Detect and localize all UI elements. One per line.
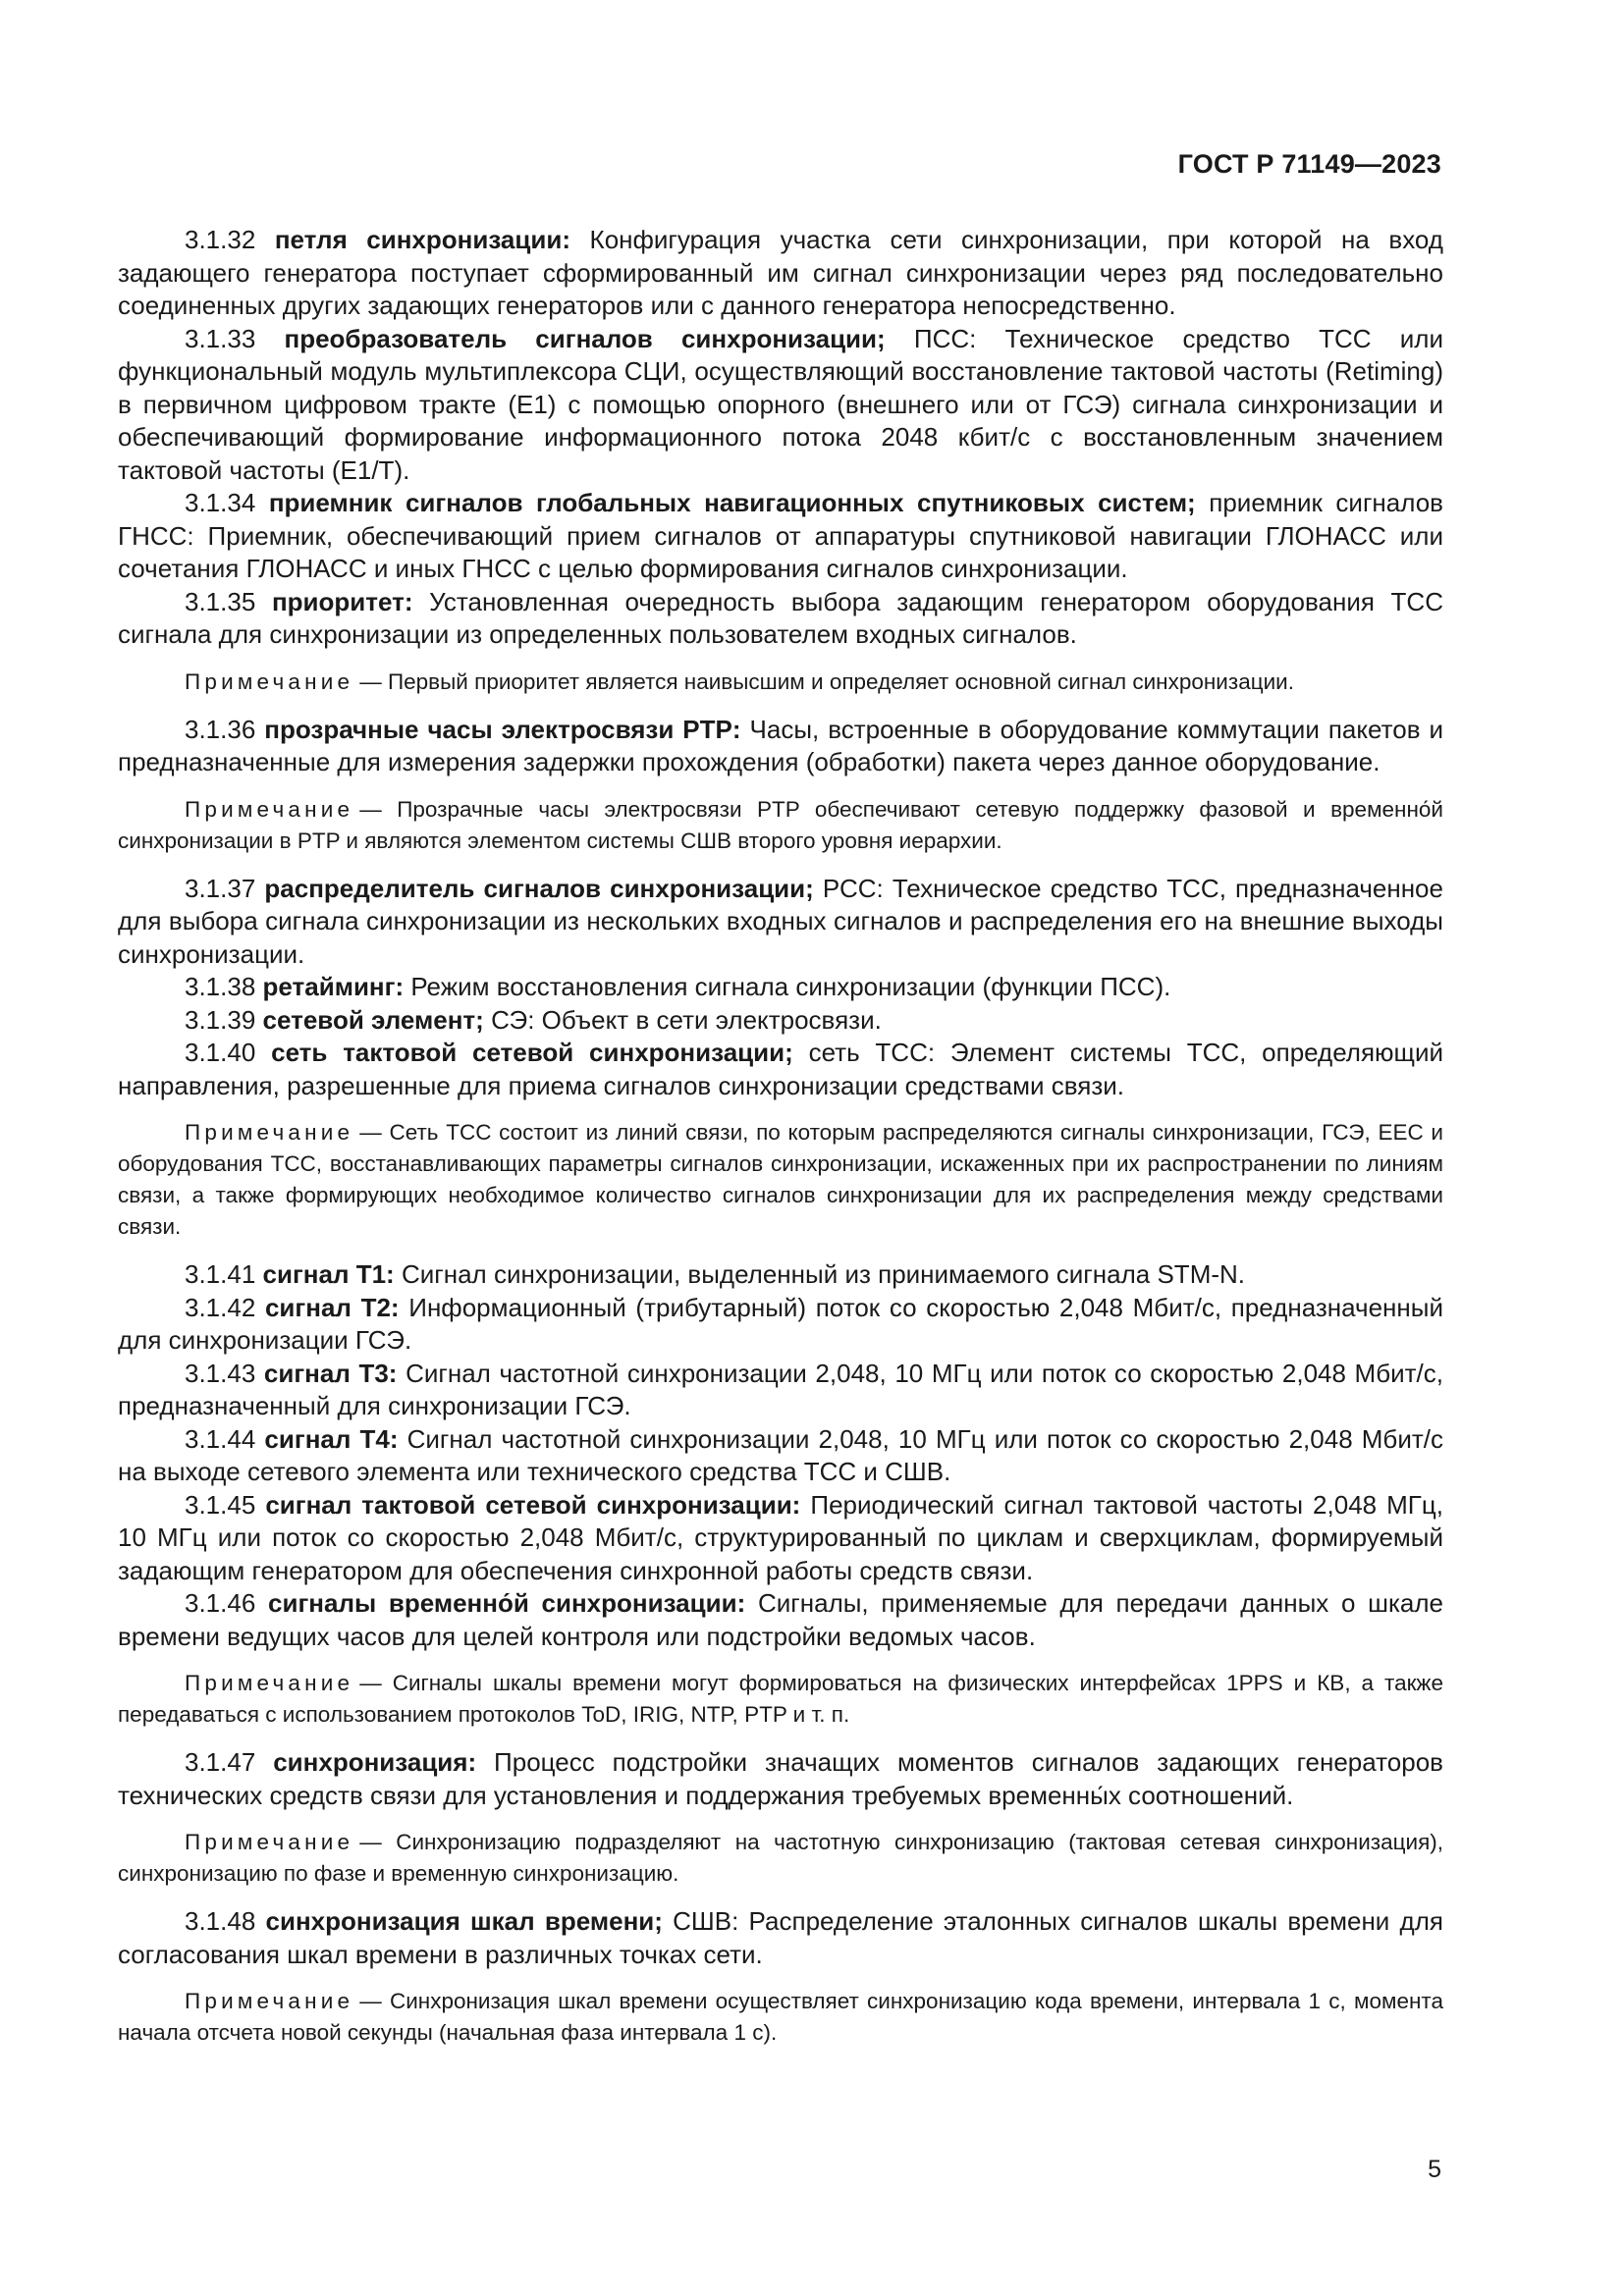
term-number: 3.1.35: [185, 586, 256, 616]
note: [118, 1668, 1443, 1731]
term-text: Режим восстановления сигнала синхронизации (функции ПСС).: [410, 972, 1171, 1001]
term-definition: [118, 323, 1443, 488]
term-text: Сигнал частотной синхронизации 2,048, 10 МГц или поток со скоростью 2,048 Мбит/с, предназначенный для синхронизации ГСЭ.: [118, 1358, 1443, 1420]
term-text: Часы, встроенные в оборудование коммутации пакетов и предназначенные для измерения задержки прохождения (обработки) пакета через данное оборудование.: [118, 714, 1444, 776]
term-name: приоритет:: [271, 586, 413, 616]
term-text: Сигналы, применяемые для передачи данных о шкале времени ведущих часов для целей контроля или подстройки ведомых часов.: [118, 1588, 1444, 1651]
term-number: 3.1.45: [185, 1489, 256, 1520]
term-definition: [118, 1905, 1443, 1971]
term-number: 3.1.40: [185, 1038, 256, 1067]
term-definition: [118, 1746, 1443, 1812]
term-number: 3.1.39: [185, 1004, 256, 1035]
note: [118, 1117, 1443, 1243]
term-definition: [118, 1292, 1443, 1358]
term-definition: [118, 1489, 1443, 1588]
note-label: Примечание: [185, 1830, 354, 1854]
note-label: Примечание: [185, 668, 354, 694]
term-number: 3.1.48: [185, 1906, 256, 1936]
note: [118, 667, 1443, 698]
term-text: Информационный (трибутарный) поток со скоростью 2,048 Мбит/с, предназначенный для синхронизации ГСЭ.: [118, 1292, 1443, 1355]
term-name: сигнал Т3:: [263, 1358, 398, 1388]
term-text: Сигнал синхронизации, выделенный из принимаемого сигнала STM-N.: [401, 1259, 1246, 1289]
term-text: Установленная очередность выбора задающим генератором оборудования ТСС сигнала для синхронизации из определенных пользователем входных сигналов.: [118, 586, 1443, 649]
note-label: Примечание: [185, 1671, 354, 1695]
term-name: приемник сигналов глобальных навигационных спутниковых систем;: [268, 488, 1196, 517]
term-number: 3.1.43: [185, 1358, 256, 1388]
term-definition: [118, 1358, 1443, 1423]
term-name: сигнал Т4:: [264, 1423, 399, 1454]
term-text: Конфигурация участка сети синхронизации, при которой на вход задающего генератора поступает сформированный им сигнал синхронизации через ряд последовательно соединенных других задающих генераторов или с данного генератора непосредственно.: [118, 225, 1443, 320]
term-definition: [118, 971, 1443, 1004]
term-definition: [118, 1037, 1443, 1102]
term-definition: [118, 1004, 1443, 1038]
standard-designation: ГОСТ Р 71149—2023: [1177, 149, 1441, 179]
terms-and-definitions: [118, 224, 1443, 2064]
term-number: 3.1.34: [185, 488, 256, 517]
term-number: 3.1.41: [185, 1259, 256, 1289]
term-name: прозрачные часы электросвязи PTP:: [264, 714, 741, 744]
note: [118, 1986, 1443, 2049]
term-definition: [118, 586, 1443, 652]
term-number: 3.1.33: [185, 323, 256, 353]
term-number: 3.1.47: [185, 1747, 256, 1777]
term-name: синхронизация:: [273, 1747, 477, 1777]
term-name: сигналы временно́й синхронизации:: [268, 1588, 746, 1618]
term-number: 3.1.37: [185, 873, 256, 903]
term-definition: [118, 873, 1443, 972]
term-number: 3.1.46: [185, 1588, 256, 1618]
term-number: 3.1.44: [185, 1423, 256, 1454]
term-text: Процесс подстройки значащих моментов сигналов задающих генераторов технических средств связи для установления и поддержания требуемых временны́х соотношений.: [118, 1747, 1443, 1810]
term-name: сигнал Т2:: [264, 1292, 400, 1322]
note: [118, 1827, 1443, 1890]
term-text: Периодический сигнал тактовой частоты 2,048 МГц, 10 МГц или поток со скоростью 2,048 Мбит/с, структурированный по циклам и сверхциклам, формируемый задающим генератором для обеспечения синхронной работы средств связи.: [118, 1489, 1443, 1585]
term-definition: [118, 1423, 1443, 1489]
note-text: — Прозрачные часы электросвязи PTP обеспечивают сетевую поддержку фазовой и временно́й синхронизации в PTP и являются элементом системы СШВ второго уровня иерархии.: [118, 796, 1443, 853]
term-number: 3.1.32: [185, 225, 256, 254]
note-text: — Синхронизацию подразделяют на частотную синхронизацию (тактовая сетевая синхронизация), синхронизацию по фазе и временную синхронизацию.: [118, 1830, 1443, 1886]
term-text: РСС: Техническое средство ТСС, предназначенное для выбора сигнала синхронизации из нескольких входных сигналов и распределения его на внешние выходы синхронизации.: [118, 873, 1443, 969]
term-definition: [118, 714, 1443, 779]
term-text: сеть ТСС: Элемент системы ТСС, определяющий направления, разрешенные для приема сигналов синхронизации средствами связи.: [118, 1038, 1443, 1100]
term-name: преобразователь сигналов синхронизации;: [284, 323, 886, 353]
term-number: 3.1.36: [185, 714, 256, 744]
note-text: — Первый приоритет является наивысшим и определяет основной сигнал синхронизации.: [359, 668, 1294, 694]
term-text: СЭ: Объект в сети электросвязи.: [491, 1004, 882, 1035]
term-text: СШВ: Распределение эталонных сигналов шкалы времени для согласования шкал времени в различных точках сети.: [118, 1906, 1443, 1969]
note-text: — Сигналы шкалы времени могут формироваться на физических интерфейсах 1PPS и КВ, а также передаваться с использованием протоколов ToD, IRIG, NTP, PTP и т. п.: [118, 1671, 1443, 1727]
term-definition: [118, 224, 1443, 323]
term-number: 3.1.38: [185, 972, 256, 1001]
note-text: — Синхронизация шкал времени осуществляет синхронизацию кода времени, интервала 1 с, момента начала отсчета новой секунды (начальная фаза интервала 1 с).: [118, 1989, 1443, 2045]
term-name: синхронизация шкал времени;: [265, 1906, 663, 1936]
term-name: сигнал тактовой сетевой синхронизации:: [265, 1489, 801, 1520]
term-name: сеть тактовой сетевой синхронизации;: [271, 1038, 793, 1067]
term-name: ретайминг:: [262, 972, 405, 1001]
note-label: Примечание: [185, 1989, 354, 2013]
page-number: 5: [1428, 2156, 1441, 2183]
term-name: петля синхронизации:: [274, 225, 570, 254]
note-text: — Сеть ТСС состоит из линий связи, по которым распределяются сигналы синхронизации, ГСЭ, ЕЕС и оборудования ТСС, восстанавливающих параметры сигналов синхронизации, искаженных при их распространении по линиям связи, а также формирующих необходимое количество сигналов синхронизации для их распределения между средствами связи.: [118, 1120, 1443, 1239]
term-name: сигнал Т1:: [262, 1259, 395, 1289]
term-text: Сигнал частотной синхронизации 2,048, 10 МГц или поток со скоростью 2,048 Мбит/с на выходе сетевого элемента или технического средства ТСС и СШВ.: [118, 1423, 1443, 1486]
term-definition: [118, 1258, 1443, 1292]
term-name: сетевой элемент;: [262, 1004, 484, 1035]
term-definition: [118, 487, 1443, 586]
note-label: Примечание: [185, 796, 354, 822]
term-text: ПСС: Техническое средство ТСС или функциональный модуль мультиплексора СЦИ, осуществляющий восстановление тактовой частоты (Retiming) в первичном цифровом тракте (Е1) с помощью опорного (внешнего или от ГСЭ) сигнала синхронизации и обеспечивающий формирование информационного потока 2048 кбит/с с восстановленным значением тактовой частоты (Е1/Т).: [118, 323, 1443, 485]
term-text: приемник сигналов ГНСС: Приемник, обеспечивающий прием сигналов от аппаратуры спутниковой навигации ГЛОНАСС или сочетания ГЛОНАСС и иных ГНСС с целью формирования сигналов синхронизации.: [118, 488, 1443, 583]
term-number: 3.1.42: [185, 1292, 256, 1322]
note-label: Примечание: [185, 1120, 354, 1145]
note: [118, 794, 1443, 857]
term-definition: [118, 1587, 1443, 1653]
term-name: распределитель сигналов синхронизации;: [264, 873, 814, 903]
